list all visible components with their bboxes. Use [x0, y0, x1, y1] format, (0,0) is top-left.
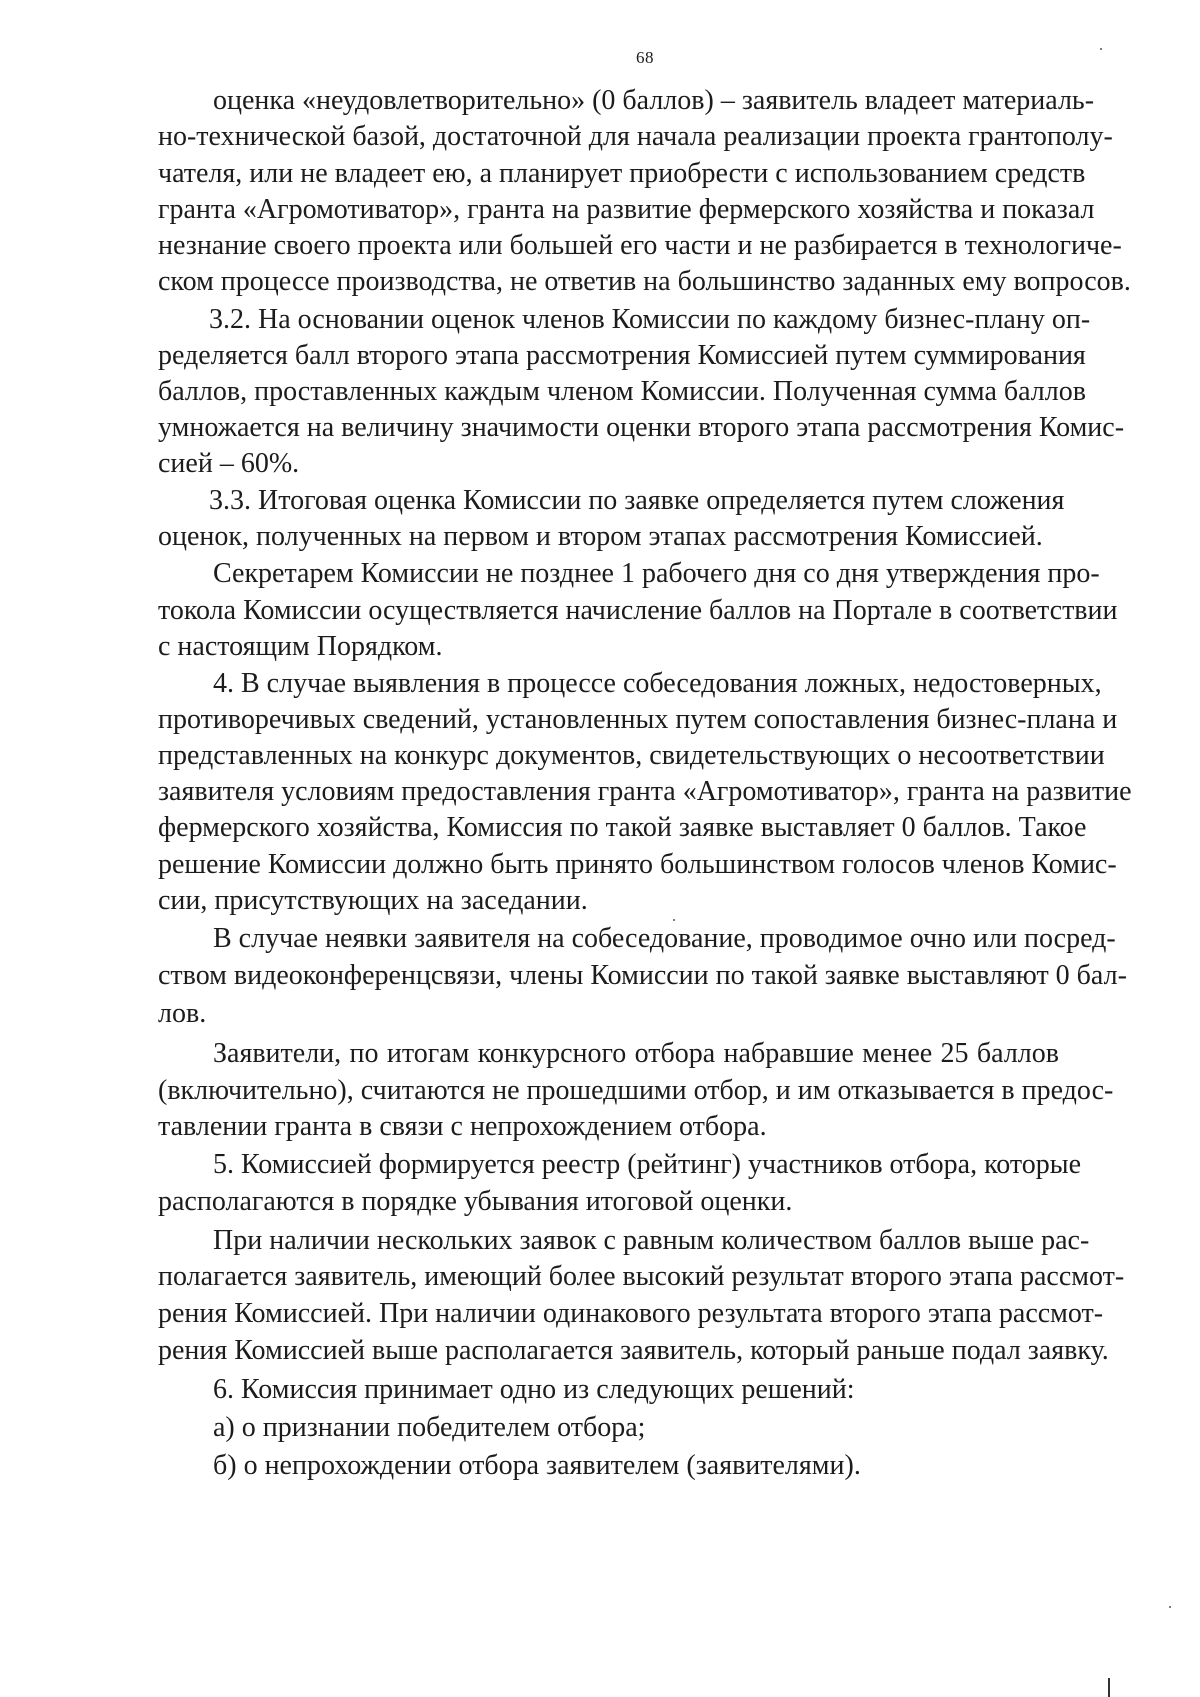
text-line: тавлении гранта в связи с непрохождением отбора. — [158, 1111, 767, 1142]
list-item-b: б) о непрохождении отбора заявителем (заявителями). — [213, 1450, 861, 1481]
text-line: оценка «неудовлетворительно» (0 баллов) – заявитель владеет материаль- — [213, 85, 1095, 116]
text-line: (включительно), считаются не прошедшими отбор, и им отказывается в предос- — [158, 1075, 1114, 1106]
text-line: баллов, проставленных каждым членом Комиссии. Полученная сумма баллов — [158, 376, 1086, 407]
text-line: сии, присутствующих на заседании. — [158, 885, 588, 916]
text-line: незнание своего проекта или большей его части и не разбирается в технологиче- — [158, 230, 1122, 261]
text-line: решение Комиссии должно быть принято большинством голосов членов Комис- — [158, 849, 1117, 880]
text-line: чателя, или не владеет ею, а планирует приобрести с использованием средств — [158, 158, 1086, 189]
text-line: рения Комиссией. При наличии одинакового результата второго этапа рассмот- — [158, 1298, 1104, 1329]
paragraph-start-line: 3.3. Итоговая оценка Комиссии по заявке определяется путем сложения — [209, 485, 1065, 516]
text-line: ством видеоконференцсвязи, члены Комиссии по такой заявке выставляют 0 бал- — [158, 960, 1127, 991]
text-line: ском процессе производства, не ответив на большинство заданных ему вопросов. — [158, 266, 1131, 297]
text-line: противоречивых сведений, установленных путем сопоставления бизнес-плана и — [158, 704, 1118, 735]
text-line: располагаются в порядке убывания итоговой оценки. — [158, 1186, 793, 1217]
paragraph-start-line: В случае неявки заявителя на собеседование, проводимое очно или посред- — [213, 923, 1116, 954]
page-number: 68 — [636, 48, 654, 67]
paragraph-start-line: Заявители, по итогам конкурсного отбора набравшие менее 25 баллов — [213, 1038, 1059, 1069]
paragraph-start-line: 4. В случае выявления в процессе собеседования ложных, недостоверных, — [213, 668, 1102, 699]
text-line: полагается заявитель, имеющий более высокий результат второго этапа рассмот- — [158, 1261, 1125, 1292]
text-line: сией – 60%. — [158, 448, 300, 479]
text-line: лов. — [158, 998, 207, 1029]
paragraph-start-line: При наличии нескольких заявок с равным количеством баллов выше рас- — [213, 1225, 1090, 1256]
scan-speck — [1100, 48, 1102, 50]
text-line: заявителя условиям предоставления гранта «Агромотиватор», гранта на развитие — [158, 776, 1132, 807]
scan-speck — [1169, 1606, 1171, 1608]
paragraph-start-line: 5. Комиссией формируется реестр (рейтинг) участников отбора, которые — [213, 1149, 1082, 1180]
paragraph-start-line: 3.2. На основании оценок членов Комиссии по каждому бизнес-плану оп- — [209, 304, 1091, 335]
scan-speck — [673, 919, 675, 921]
paragraph-start-line: 6. Комиссия принимает одно из следующих решений: — [213, 1374, 855, 1405]
text-line: фермерского хозяйства, Комиссия по такой заявке выставляет 0 баллов. Такое — [158, 812, 1087, 843]
paragraph-start-line: Секретарем Комиссии не позднее 1 рабочего дня со дня утверждения про- — [213, 558, 1100, 589]
list-item-a: а) о признании победителем отбора; — [213, 1412, 646, 1443]
text-line: рения Комиссией выше располагается заявитель, который раньше подал заявку. — [158, 1335, 1109, 1366]
text-line: но-технической базой, достаточной для начала реализации проекта грантополу- — [158, 121, 1113, 152]
scan-edge-mark — [1108, 1678, 1110, 1697]
text-line: оценок, полученных на первом и втором этапах рассмотрения Комиссией. — [158, 521, 1043, 552]
text-line: токола Комиссии осуществляется начисление баллов на Портале в соответствии — [158, 595, 1118, 626]
text-line: с настоящим Порядком. — [158, 631, 443, 662]
text-line: гранта «Агромотиватор», гранта на развитие фермерского хозяйства и показал — [158, 194, 1095, 225]
text-line: представленных на конкурс документов, свидетельствующих о несоответствии — [158, 740, 1105, 771]
text-line: умножается на величину значимости оценки второго этапа рассмотрения Комис- — [158, 412, 1125, 443]
text-line: ределяется балл второго этапа рассмотрения Комиссией путем суммирования — [158, 340, 1086, 371]
